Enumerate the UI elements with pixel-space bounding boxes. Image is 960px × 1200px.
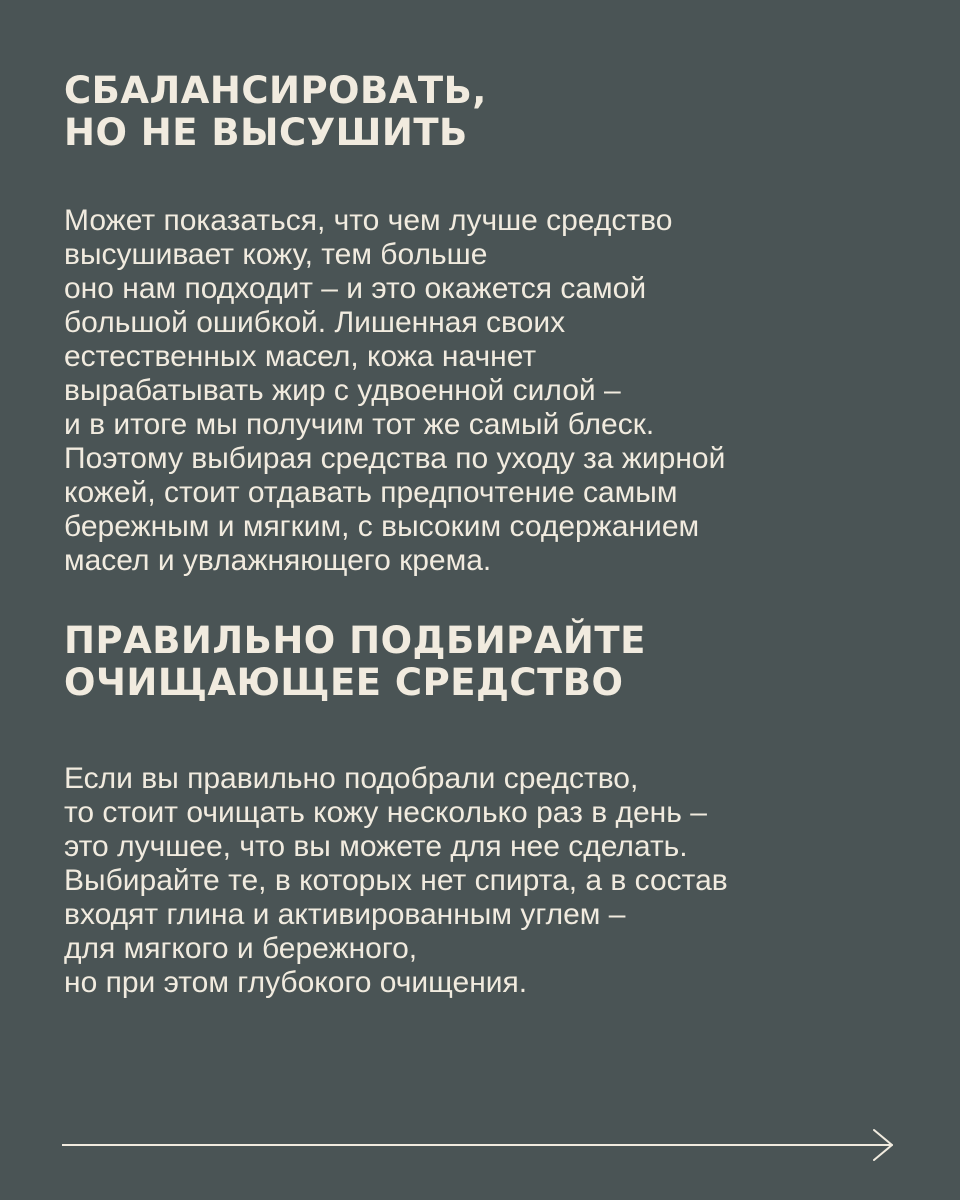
slide-content <box>64 70 904 1000</box>
section-text-balance: Может показаться, что чем лучше средство высушивает кожу, тем больше оно нам подходит – и это окажется самой большой ошибкой. Лишенная своих естественных масел, кожа начнет вырабатывать жир с удвоенной силой – и в итоге мы получим тот же самый блеск. Поэтому выбирая средства по уходу за жирной кожей, стоит отдавать предпочтение самым бережным и мягким, с высоким содержанием масел и увлажняющего крема. <box>64 204 726 577</box>
section-text-cleanser: Если вы правильно подобрали средство, то стоит очищать кожу несколько раз в день – это лучшее, что вы можете для нее сделать. Выбирайте те, в которых нет спирта, а в состав входят глина и активированным углем – для мягкого и бережного, но при этом глубокого очищения. <box>64 762 728 999</box>
section-heading-balance: СБАЛАНСИРОВАТЬ, НО НЕ ВЫСУШИТЬ <box>64 69 487 154</box>
section-heading-cleanser: ПРАВИЛЬНО ПОДБИРАЙТЕ ОЧИЩАЮЩЕЕ СРЕДСТВО <box>64 619 646 704</box>
arrow-right-icon[interactable] <box>62 1128 898 1162</box>
